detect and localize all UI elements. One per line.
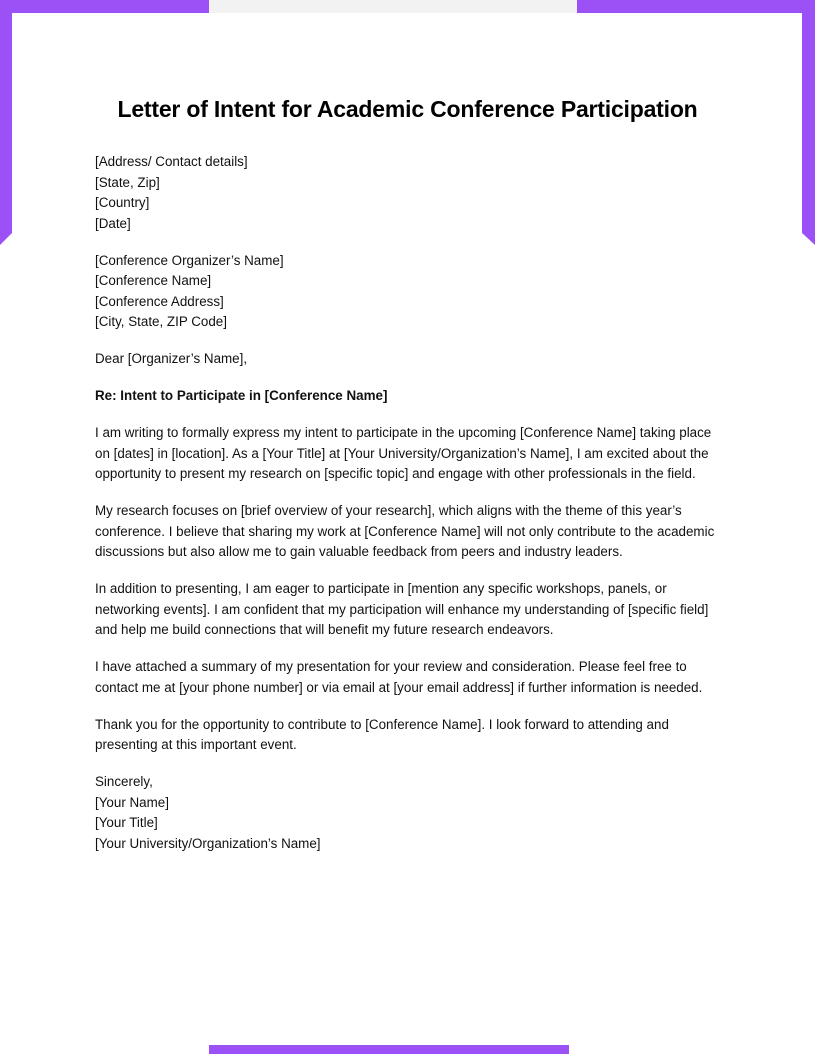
sender-line: [State, Zip] (95, 174, 160, 190)
recipient-line: [Conference Name] (95, 273, 212, 288)
sender-address (95, 152, 725, 234)
signer-title: [Your Title] (95, 815, 158, 830)
frame-top-left-bar (0, 0, 209, 13)
signature-block (95, 772, 725, 854)
recipient-line: [City, State, ZIP Code] (95, 314, 227, 329)
sender-line: [Country] (95, 195, 150, 210)
body-paragraph: I am writing to formally express my intent to participate in the upcoming [Conference Name] taking place on [dates] in [location]. As a [Your Title] at [Your University/Organization’s Name], I am excited about the opportunity to present my research on [specific topic] and engage with other professionals in the field. (95, 425, 712, 481)
sender-line: [Address/ Contact details] (95, 154, 248, 169)
signer-name: [Your Name] (95, 794, 169, 810)
body-paragraph: I have attached a summary of my presentation for your review and consideration. Please feel free to contact me at [your phone number] or via email at [your email address] if further information is needed. (95, 659, 703, 695)
document-title: Letter of Intent for Academic Conference Participation (117, 96, 698, 122)
frame-top-right-bar (577, 0, 815, 13)
signer-organization: [Your University/Organization’s Name] (95, 835, 321, 851)
subject-line: Re: Intent to Participate in [Conference Name] (95, 388, 388, 403)
frame-bottom-bar (209, 1045, 569, 1054)
body-paragraph: In addition to presenting, I am eager to participate in [mention any specific workshops, panels, or networking events]. I am confident that my participation will enhance my understanding of [specific field] and help me build connections that will benefit my future research endeavors. (95, 581, 709, 637)
frame-top-middle-bar (209, 0, 577, 13)
letter-body (95, 152, 725, 871)
body-paragraph: Thank you for the opportunity to contribute to [Conference Name]. I look forward to attending and presenting at this important event. (95, 716, 669, 752)
sender-line: [Date] (95, 215, 131, 231)
recipient-address (95, 251, 725, 333)
recipient-line: [Conference Address] (95, 293, 224, 309)
salutation: Dear [Organizer’s Name], (95, 351, 248, 366)
recipient-line: [Conference Organizer’s Name] (95, 252, 284, 268)
closing-line: Sincerely, (95, 774, 153, 789)
body-paragraph: My research focuses on [brief overview of your research], which aligns with the theme of this year’s conference. I believe that sharing my work at [Conference Name] will not only contribute to the academic discussions but also allow me to gain valuable feedback from peers and industry leaders. (95, 503, 715, 559)
